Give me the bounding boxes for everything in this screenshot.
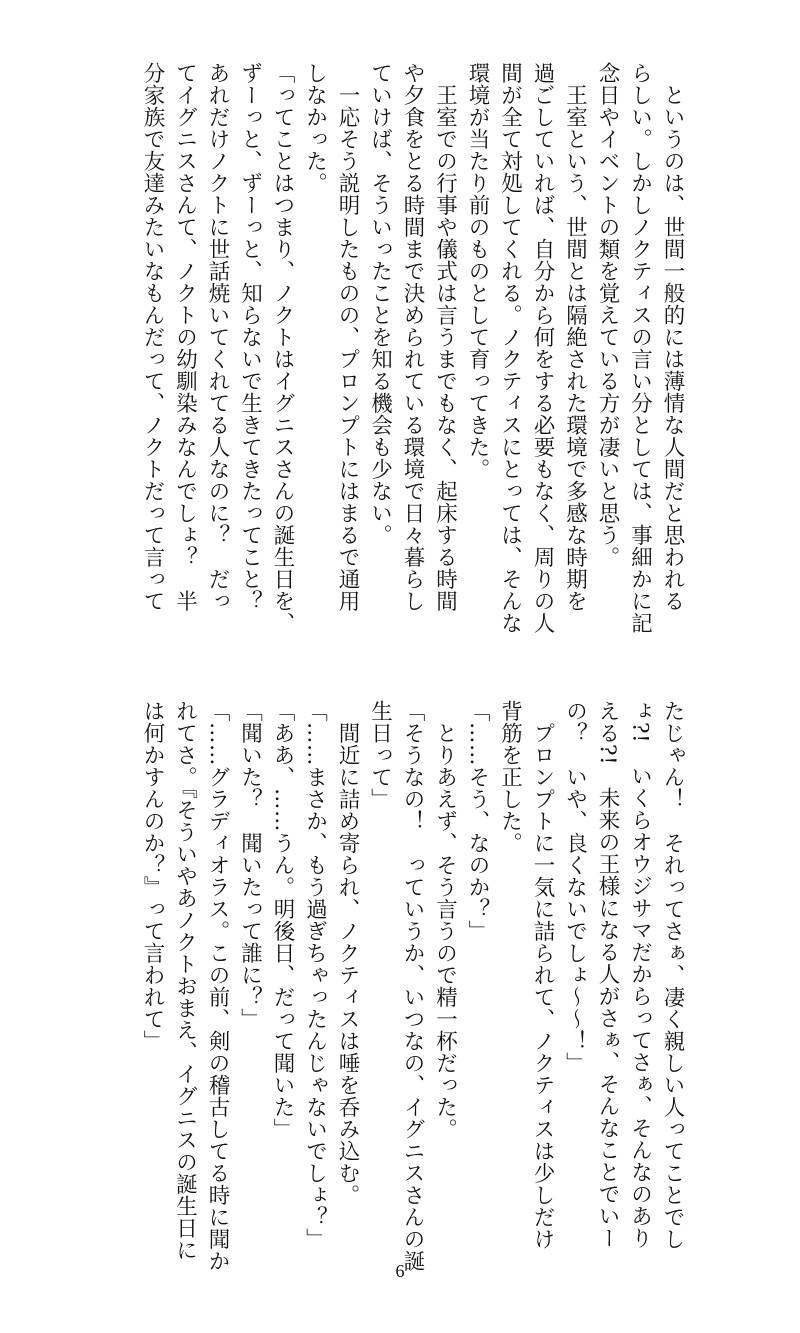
text-line: ていけば、そういったことを知る機会も少ない。 <box>367 62 393 546</box>
text-line: 「……まさか、もう過ぎちゃったんじゃないでしょ？」 <box>302 700 328 1250</box>
text-line: れてさ。『そういやあノクトおまえ、イグニスの誕生日に <box>172 700 198 1262</box>
text-line: とりあえず、そう言うので精一杯だった。 <box>432 700 458 1140</box>
text-line: たじゃん！ それってさぁ、凄く親しい人ってことでし <box>660 700 685 1250</box>
text-line: ずーっと、ずーっと、知らないで生きてきたってこと？ <box>237 62 263 612</box>
text-line: 背筋を正した。 <box>497 700 523 854</box>
text-line: らしい。しかしノクティスの言い分としては、事細かに記 <box>627 62 653 634</box>
text-line: 「ああ、……うん。明後日、だって聞いた」 <box>270 700 295 1140</box>
text-line: しなかった。 <box>302 62 328 194</box>
text-line: 間が全て対処してくれる。ノクティスにとっては、そんな <box>497 62 523 634</box>
text-line: 王室という、世間とは隔絶された環境で多感な時期を <box>562 62 588 612</box>
text-line: や夕食をとる時間まで決められている環境で日々暮らし <box>400 62 425 612</box>
page-number: 6 <box>395 1261 405 1281</box>
text-line: 「……グラディオラス。この前、剣の稽古してる時に聞か <box>205 700 230 1272</box>
text-line: 環境が当たり前のものとして育ってきた。 <box>465 62 490 480</box>
text-line: 「ってことはつまり、ノクトはイグニスさんの誕生日を、 <box>270 62 295 634</box>
text-line: 間近に詰め寄られ、ノクティスは唾を呑み込む。 <box>335 700 360 1206</box>
text-line: てイグニスさんて、ノクトの幼馴染みなんでしょ？ 半 <box>172 62 198 612</box>
text-line: 「そうなの！ っていうか、いつなの、イグニスさんの誕 <box>400 700 425 1272</box>
text-line: というのは、世間一般的には薄情な人間だと思われる <box>660 62 685 612</box>
text-line: の？ いや、良くないでしょ〜〜！」 <box>562 700 588 1074</box>
text-line: 「聞いた？ 聞いたって誰に？」 <box>237 700 263 1030</box>
text-line: 王室での行事や儀式は言うまでもなく、起床する時間 <box>432 62 458 612</box>
text-line: あれだけノクトに世話焼いてくれてる人なのに？ だっ <box>205 62 230 612</box>
text-line: 一応そう説明したものの、プロンプトにはまるで通用 <box>335 62 360 612</box>
text-line: プロンプトに一気に詰られて、ノクティスは少しだけ <box>530 700 555 1250</box>
upper-text-block <box>136 62 689 662</box>
lower-text-block <box>136 700 689 1272</box>
text-line: える?! 未来の王様になる人がさぁ、そんなことでいー <box>595 700 620 1250</box>
text-line: 念日やイベントの類を覚えている方が凄いと思う。 <box>595 62 620 568</box>
text-line: ょ?! いくらオウジサマだからってさぁ、そんなのあり <box>627 700 653 1250</box>
text-line: 過ごしていれば、自分から何をする必要もなく、周りの人 <box>530 62 555 634</box>
text-line: 「……そう、なのか？」 <box>465 700 490 942</box>
text-line: 分家族で友達みたいなもんだって、ノクトだって言って <box>140 62 165 612</box>
text-line: は何かすんのか？』って言われて」 <box>140 700 165 1052</box>
text-line: 生日って」 <box>367 700 393 810</box>
